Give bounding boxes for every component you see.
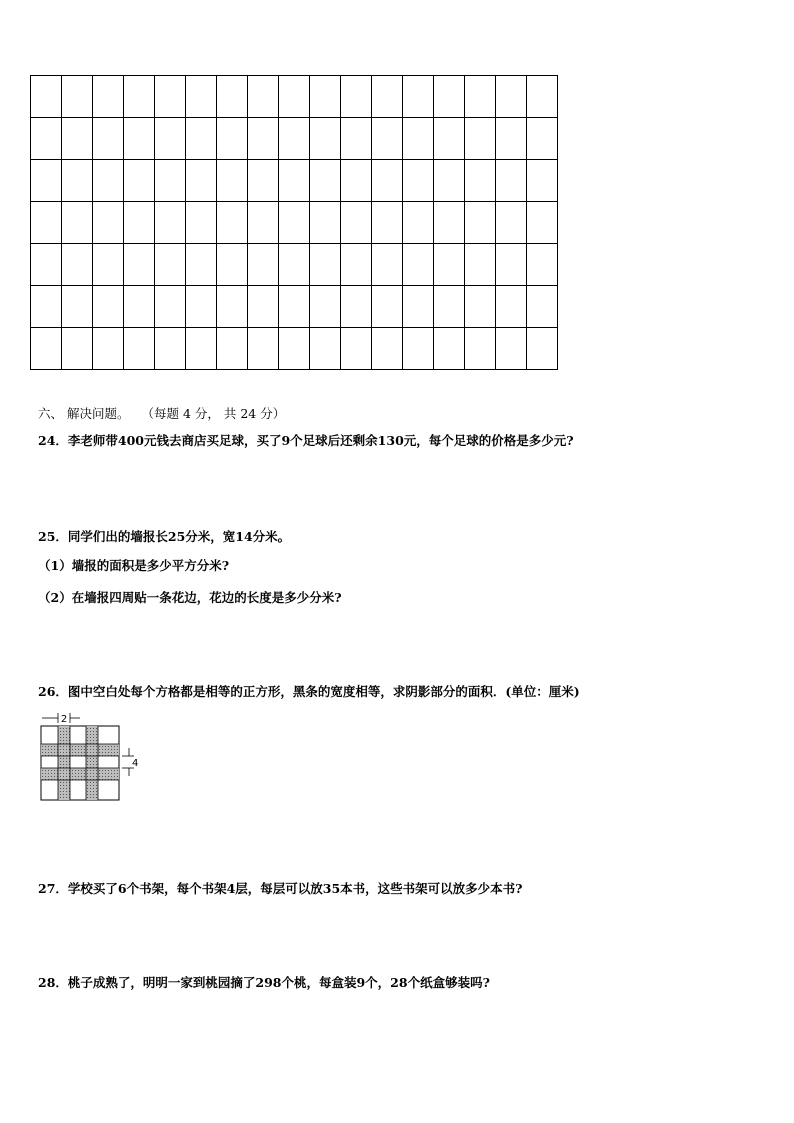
- grid-cell: [372, 202, 403, 244]
- grid-cell: [496, 202, 527, 244]
- grid-cell: [310, 244, 341, 286]
- grid-cell: [155, 76, 186, 118]
- grid-cell: [496, 328, 527, 370]
- answer-grid: [30, 75, 558, 370]
- grid-cell: [310, 286, 341, 328]
- grid-cell: [31, 244, 62, 286]
- grid-cell: [279, 118, 310, 160]
- grid-cell: [124, 244, 155, 286]
- grid-cell: [465, 76, 496, 118]
- grid-cell: [217, 202, 248, 244]
- grid-cell: [155, 202, 186, 244]
- grid-cell: [124, 286, 155, 328]
- grid-cell: [155, 160, 186, 202]
- grid-cell: [31, 202, 62, 244]
- grid-cell: [186, 76, 217, 118]
- grid-cell: [124, 328, 155, 370]
- grid-cell: [248, 202, 279, 244]
- grid-cell: [248, 76, 279, 118]
- grid-cell: [403, 328, 434, 370]
- grid-cell: [186, 118, 217, 160]
- grid-cell: [93, 160, 124, 202]
- section-title: 六、 解决问题。: [38, 406, 130, 421]
- grid-cell: [341, 118, 372, 160]
- grid-cell: [341, 244, 372, 286]
- grid-cell: [62, 328, 93, 370]
- grid-cell: [124, 202, 155, 244]
- grid-cell: [372, 118, 403, 160]
- grid-cell: [31, 118, 62, 160]
- grid-cell: [496, 286, 527, 328]
- grid-cell: [527, 244, 558, 286]
- grid-cell: [527, 160, 558, 202]
- question-27: 27．学校买了6个书架，每个书架4层，每层可以放35本书，这些书架可以放多少本书?: [38, 881, 523, 896]
- grid-cell: [124, 118, 155, 160]
- grid-cell: [496, 118, 527, 160]
- shaded-area-figure: [36, 710, 146, 805]
- grid-row: [31, 286, 558, 328]
- grid-row: [31, 244, 558, 286]
- grid-cell: [496, 76, 527, 118]
- question-28: 28．桃子成熟了，明明一家到桃园摘了298个桃，每盒装9个，28个纸盒够装吗?: [38, 975, 490, 990]
- grid-cell: [155, 244, 186, 286]
- grid-cell: [403, 286, 434, 328]
- question-25-part-1: （1）墙报的面积是多少平方分米?: [38, 558, 230, 573]
- grid-cell: [341, 286, 372, 328]
- grid-cell: [62, 160, 93, 202]
- grid-cell: [434, 286, 465, 328]
- grid-cell: [217, 160, 248, 202]
- grid-cell: [465, 160, 496, 202]
- grid-cell: [93, 286, 124, 328]
- grid-cell: [403, 244, 434, 286]
- grid-cell: [403, 118, 434, 160]
- section-score: （每题 4 分， 共 24 分）: [141, 406, 286, 421]
- grid-cell: [186, 286, 217, 328]
- grid-cell: [93, 76, 124, 118]
- grid-cell: [527, 286, 558, 328]
- grid-cell: [62, 286, 93, 328]
- grid-row: [31, 76, 558, 118]
- grid-cell: [186, 160, 217, 202]
- grid-cell: [465, 328, 496, 370]
- grid-cell: [155, 286, 186, 328]
- grid-cell: [372, 76, 403, 118]
- grid-cell: [124, 76, 155, 118]
- grid-cell: [217, 76, 248, 118]
- grid-cell: [496, 160, 527, 202]
- grid-cell: [403, 160, 434, 202]
- grid-cell: [527, 118, 558, 160]
- horizontal-bar-2: [41, 768, 119, 780]
- grid-cell: [31, 160, 62, 202]
- height-label: 4: [132, 758, 139, 769]
- grid-cell: [248, 160, 279, 202]
- grid-cell: [93, 202, 124, 244]
- grid-cell: [527, 202, 558, 244]
- grid-cell: [527, 328, 558, 370]
- question-25-part-2: （2）在墙报四周贴一条花边，花边的长度是多少分米?: [38, 590, 342, 605]
- grid-cell: [372, 160, 403, 202]
- grid-cell: [310, 118, 341, 160]
- question-24: 24．李老师带400元钱去商店买足球，买了9个足球后还剩余130元，每个足球的价格是多少元?: [38, 433, 574, 448]
- grid-row: [31, 328, 558, 370]
- grid-cell: [155, 328, 186, 370]
- grid-cell: [186, 202, 217, 244]
- grid-cell: [93, 118, 124, 160]
- outer-square: [41, 726, 119, 800]
- grid-cell: [31, 328, 62, 370]
- question-25: 25．同学们出的墙报长25分米，宽14分米。: [38, 529, 291, 544]
- grid-cell: [93, 244, 124, 286]
- grid-cell: [465, 244, 496, 286]
- grid-cell: [341, 202, 372, 244]
- grid-cell: [31, 286, 62, 328]
- grid-cell: [279, 76, 310, 118]
- grid-cell: [527, 76, 558, 118]
- grid-cell: [310, 160, 341, 202]
- grid-cell: [248, 328, 279, 370]
- grid-cell: [403, 76, 434, 118]
- grid-cell: [248, 244, 279, 286]
- grid-cell: [434, 160, 465, 202]
- grid-cell: [372, 286, 403, 328]
- grid-cell: [341, 76, 372, 118]
- grid-cell: [465, 286, 496, 328]
- grid-cell: [186, 328, 217, 370]
- grid-cell: [496, 244, 527, 286]
- grid-cell: [434, 328, 465, 370]
- grid-cell: [186, 244, 217, 286]
- grid-row: [31, 202, 558, 244]
- grid-cell: [31, 76, 62, 118]
- grid-cell: [310, 202, 341, 244]
- grid-row: [31, 160, 558, 202]
- grid-cell: [434, 76, 465, 118]
- grid-cell: [434, 118, 465, 160]
- grid-cell: [341, 328, 372, 370]
- grid-cell: [465, 202, 496, 244]
- grid-cell: [279, 202, 310, 244]
- horizontal-bar-1: [41, 744, 119, 756]
- grid-cell: [279, 286, 310, 328]
- grid-cell: [465, 118, 496, 160]
- grid-cell: [217, 286, 248, 328]
- grid-cell: [62, 118, 93, 160]
- grid-cell: [403, 202, 434, 244]
- grid-cell: [217, 328, 248, 370]
- grid-cell: [124, 160, 155, 202]
- grid-cell: [248, 286, 279, 328]
- grid-cell: [217, 244, 248, 286]
- grid-cell: [310, 76, 341, 118]
- vertical-bar-2: [86, 726, 98, 800]
- grid-cell: [372, 328, 403, 370]
- grid-row: [31, 118, 558, 160]
- grid-cell: [62, 76, 93, 118]
- grid-cell: [279, 244, 310, 286]
- section-heading: [38, 404, 285, 422]
- grid-cell: [93, 328, 124, 370]
- question-26: 26．图中空白处每个方格都是相等的正方形，黑条的宽度相等，求阴影部分的面积．(单位：厘米): [38, 684, 580, 699]
- grid-cell: [155, 118, 186, 160]
- vertical-bar-1: [58, 726, 70, 800]
- grid-cell: [341, 160, 372, 202]
- width-label: 2: [60, 714, 68, 725]
- grid-cell: [279, 160, 310, 202]
- grid-cell: [217, 118, 248, 160]
- grid-cell: [62, 202, 93, 244]
- grid-cell: [62, 244, 93, 286]
- grid-cell: [434, 244, 465, 286]
- grid-cell: [248, 118, 279, 160]
- grid-cell: [279, 328, 310, 370]
- grid-cell: [372, 244, 403, 286]
- grid-cell: [434, 202, 465, 244]
- grid-cell: [310, 328, 341, 370]
